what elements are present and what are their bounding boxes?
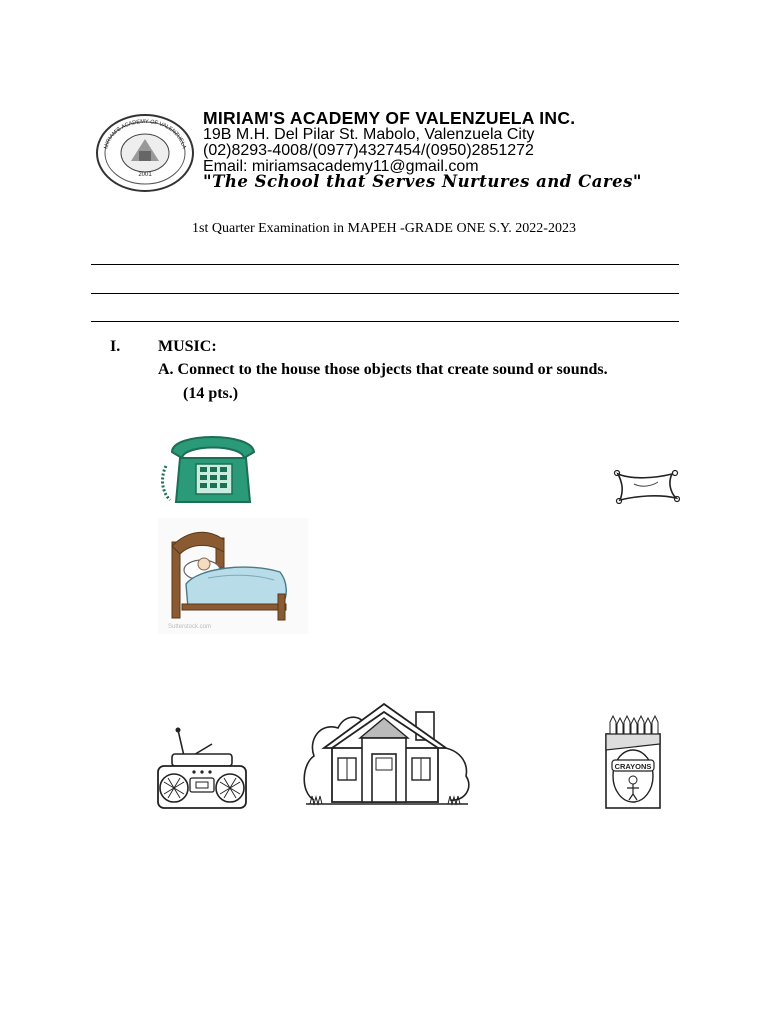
exam-title: 1st Quarter Examination in MAPEH -GRADE ONE S.Y. 2022-2023	[192, 221, 576, 236]
instruction-points: (14 pts.)	[183, 385, 239, 402]
answer-line-3	[91, 321, 679, 322]
house-picture	[300, 700, 474, 810]
answer-line-2	[91, 293, 679, 294]
school-name: MIRIAM'S ACADEMY OF VALENZUELA INC.	[203, 108, 576, 128]
school-motto: "The School that Serves Nurtures and Cares"	[203, 172, 642, 191]
answer-line-1	[91, 264, 679, 265]
instruction-line-1: A. Connect to the house those objects that create sound or sounds.	[158, 361, 608, 378]
svg-text:Sutterstock.com: Sutterstock.com	[168, 624, 212, 630]
section-number: I.	[110, 338, 121, 355]
svg-text:MIRIAM'S ACADEMY OF VALENZUELA: MIRIAM'S ACADEMY OF VALENZUELA	[103, 118, 187, 150]
crayons-box-picture	[602, 714, 664, 810]
svg-text:2001: 2001	[138, 172, 152, 178]
school-seal-logo	[95, 113, 195, 193]
svg-text:CRAYONS: CRAYONS	[614, 762, 652, 771]
school-phone: (02)8293-4008/(0977)4327454/(0950)2851272	[203, 142, 534, 159]
school-email: Email: miriamsacademy11@gmail.com	[203, 158, 479, 175]
pillow-picture	[612, 468, 680, 504]
school-address: 19B M.H. Del Pilar St. Mabolo, Valenzuela City	[203, 126, 535, 143]
bed-picture	[158, 518, 308, 634]
letterhead	[95, 108, 685, 198]
section-title: MUSIC:	[158, 338, 217, 355]
radio-picture	[156, 726, 248, 810]
telephone-picture	[158, 428, 266, 506]
